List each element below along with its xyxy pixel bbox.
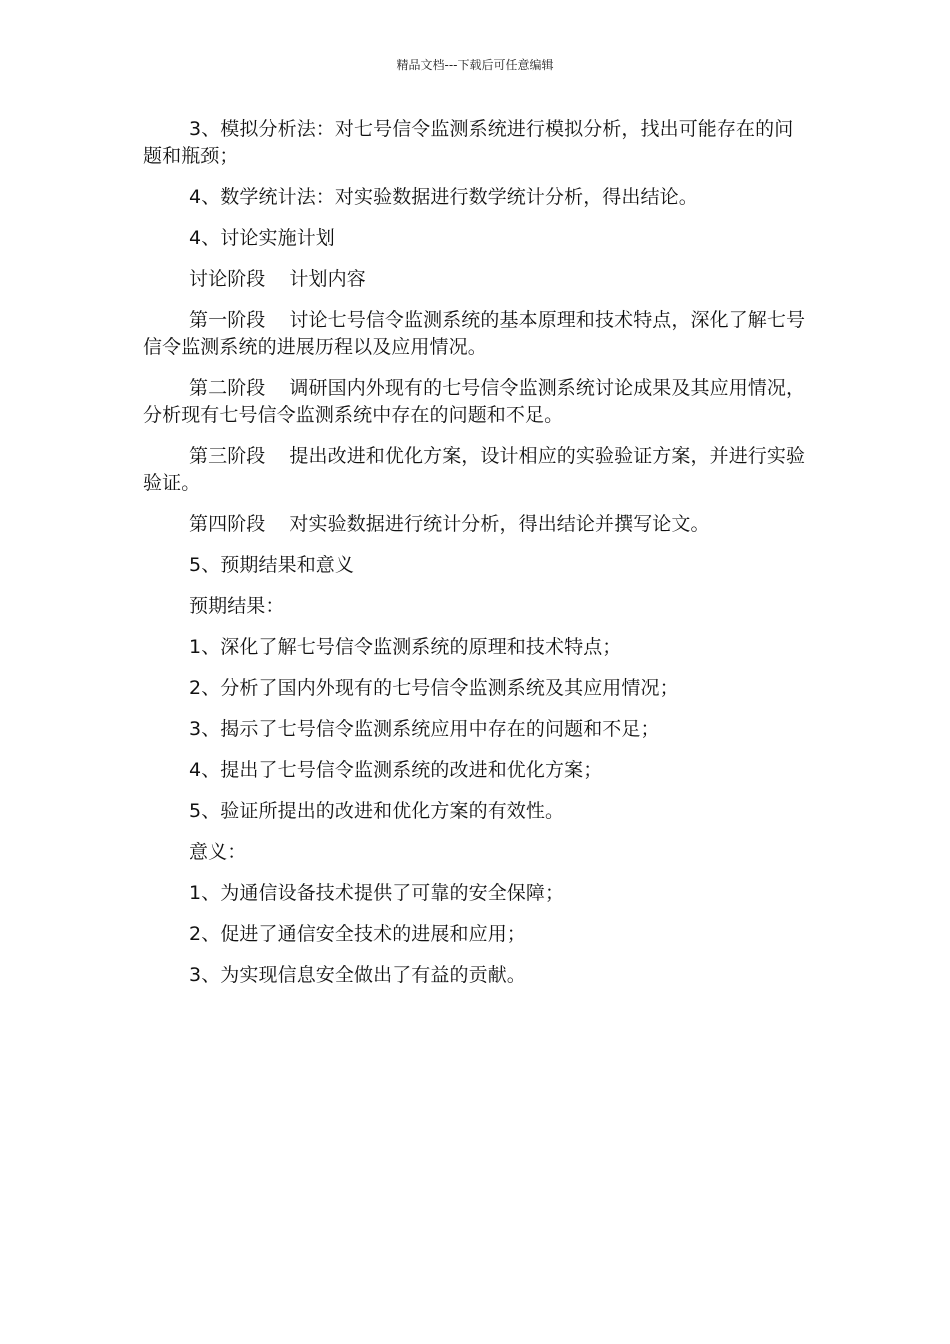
stage-1-label: 第一阶段	[189, 309, 266, 331]
stage-2-content: 调研国内外现有的七号信令监测系统讨论成果及其应用情况，分析现有七号信令监测系统中存在的问题和不足。	[143, 377, 806, 426]
result-item-4: 4、提出了七号信令监测系统的改进和优化方案；	[189, 759, 603, 781]
stage-4-content: 对实验数据进行统计分析，得出结论并撰写论文。	[289, 513, 710, 535]
section-heading-plan: 4、讨论实施计划	[189, 227, 335, 249]
stage-2-label: 第二阶段	[189, 377, 266, 399]
result-item-3: 3、揭示了七号信令监测系统应用中存在的问题和不足；	[189, 718, 660, 740]
stage-4-label: 第四阶段	[189, 513, 266, 535]
stage-3-content: 提出改进和优化方案，设计相应的实验验证方案，并进行实验验证。	[143, 445, 806, 494]
document-body	[143, 116, 808, 1003]
plan-table-header	[143, 266, 808, 293]
plan-stage-3	[143, 443, 808, 497]
result-item-2: 2、分析了国内外现有的七号信令监测系统及其应用情况；	[189, 677, 679, 699]
result-item-1: 1、深化了解七号信令监测系统的原理和技术特点；	[189, 636, 622, 658]
paragraph-method-3: 3、模拟分析法：对七号信令监测系统进行模拟分析，找出可能存在的问题和瓶颈；	[143, 118, 794, 167]
plan-stage-1	[143, 307, 808, 361]
plan-stage-4	[143, 511, 808, 538]
expected-results-label: 预期结果：	[189, 595, 285, 617]
result-item-5: 5、验证所提出的改进和优化方案的有效性。	[189, 800, 565, 822]
stage-1-content: 讨论七号信令监测系统的基本原理和技术特点，深化了解七号信令监测系统的进展历程以及应用情况。	[143, 309, 806, 358]
significance-item-1: 1、为通信设备技术提供了可靠的安全保障；	[189, 882, 565, 904]
plan-column-content: 计划内容	[289, 268, 366, 290]
significance-label: 意义：	[189, 841, 247, 863]
page-header: 精品文档---下载后可任意编辑	[396, 58, 554, 72]
plan-column-stage: 讨论阶段	[189, 268, 266, 290]
significance-item-3: 3、为实现信息安全做出了有益的贡献。	[189, 964, 526, 986]
section-heading-results: 5、预期结果和意义	[189, 554, 354, 576]
stage-3-label: 第三阶段	[189, 445, 266, 467]
significance-item-2: 2、促进了通信安全技术的进展和应用；	[189, 923, 526, 945]
plan-stage-2	[143, 375, 808, 429]
paragraph-method-4: 4、数学统计法：对实验数据进行数学统计分析，得出结论。	[189, 186, 698, 208]
